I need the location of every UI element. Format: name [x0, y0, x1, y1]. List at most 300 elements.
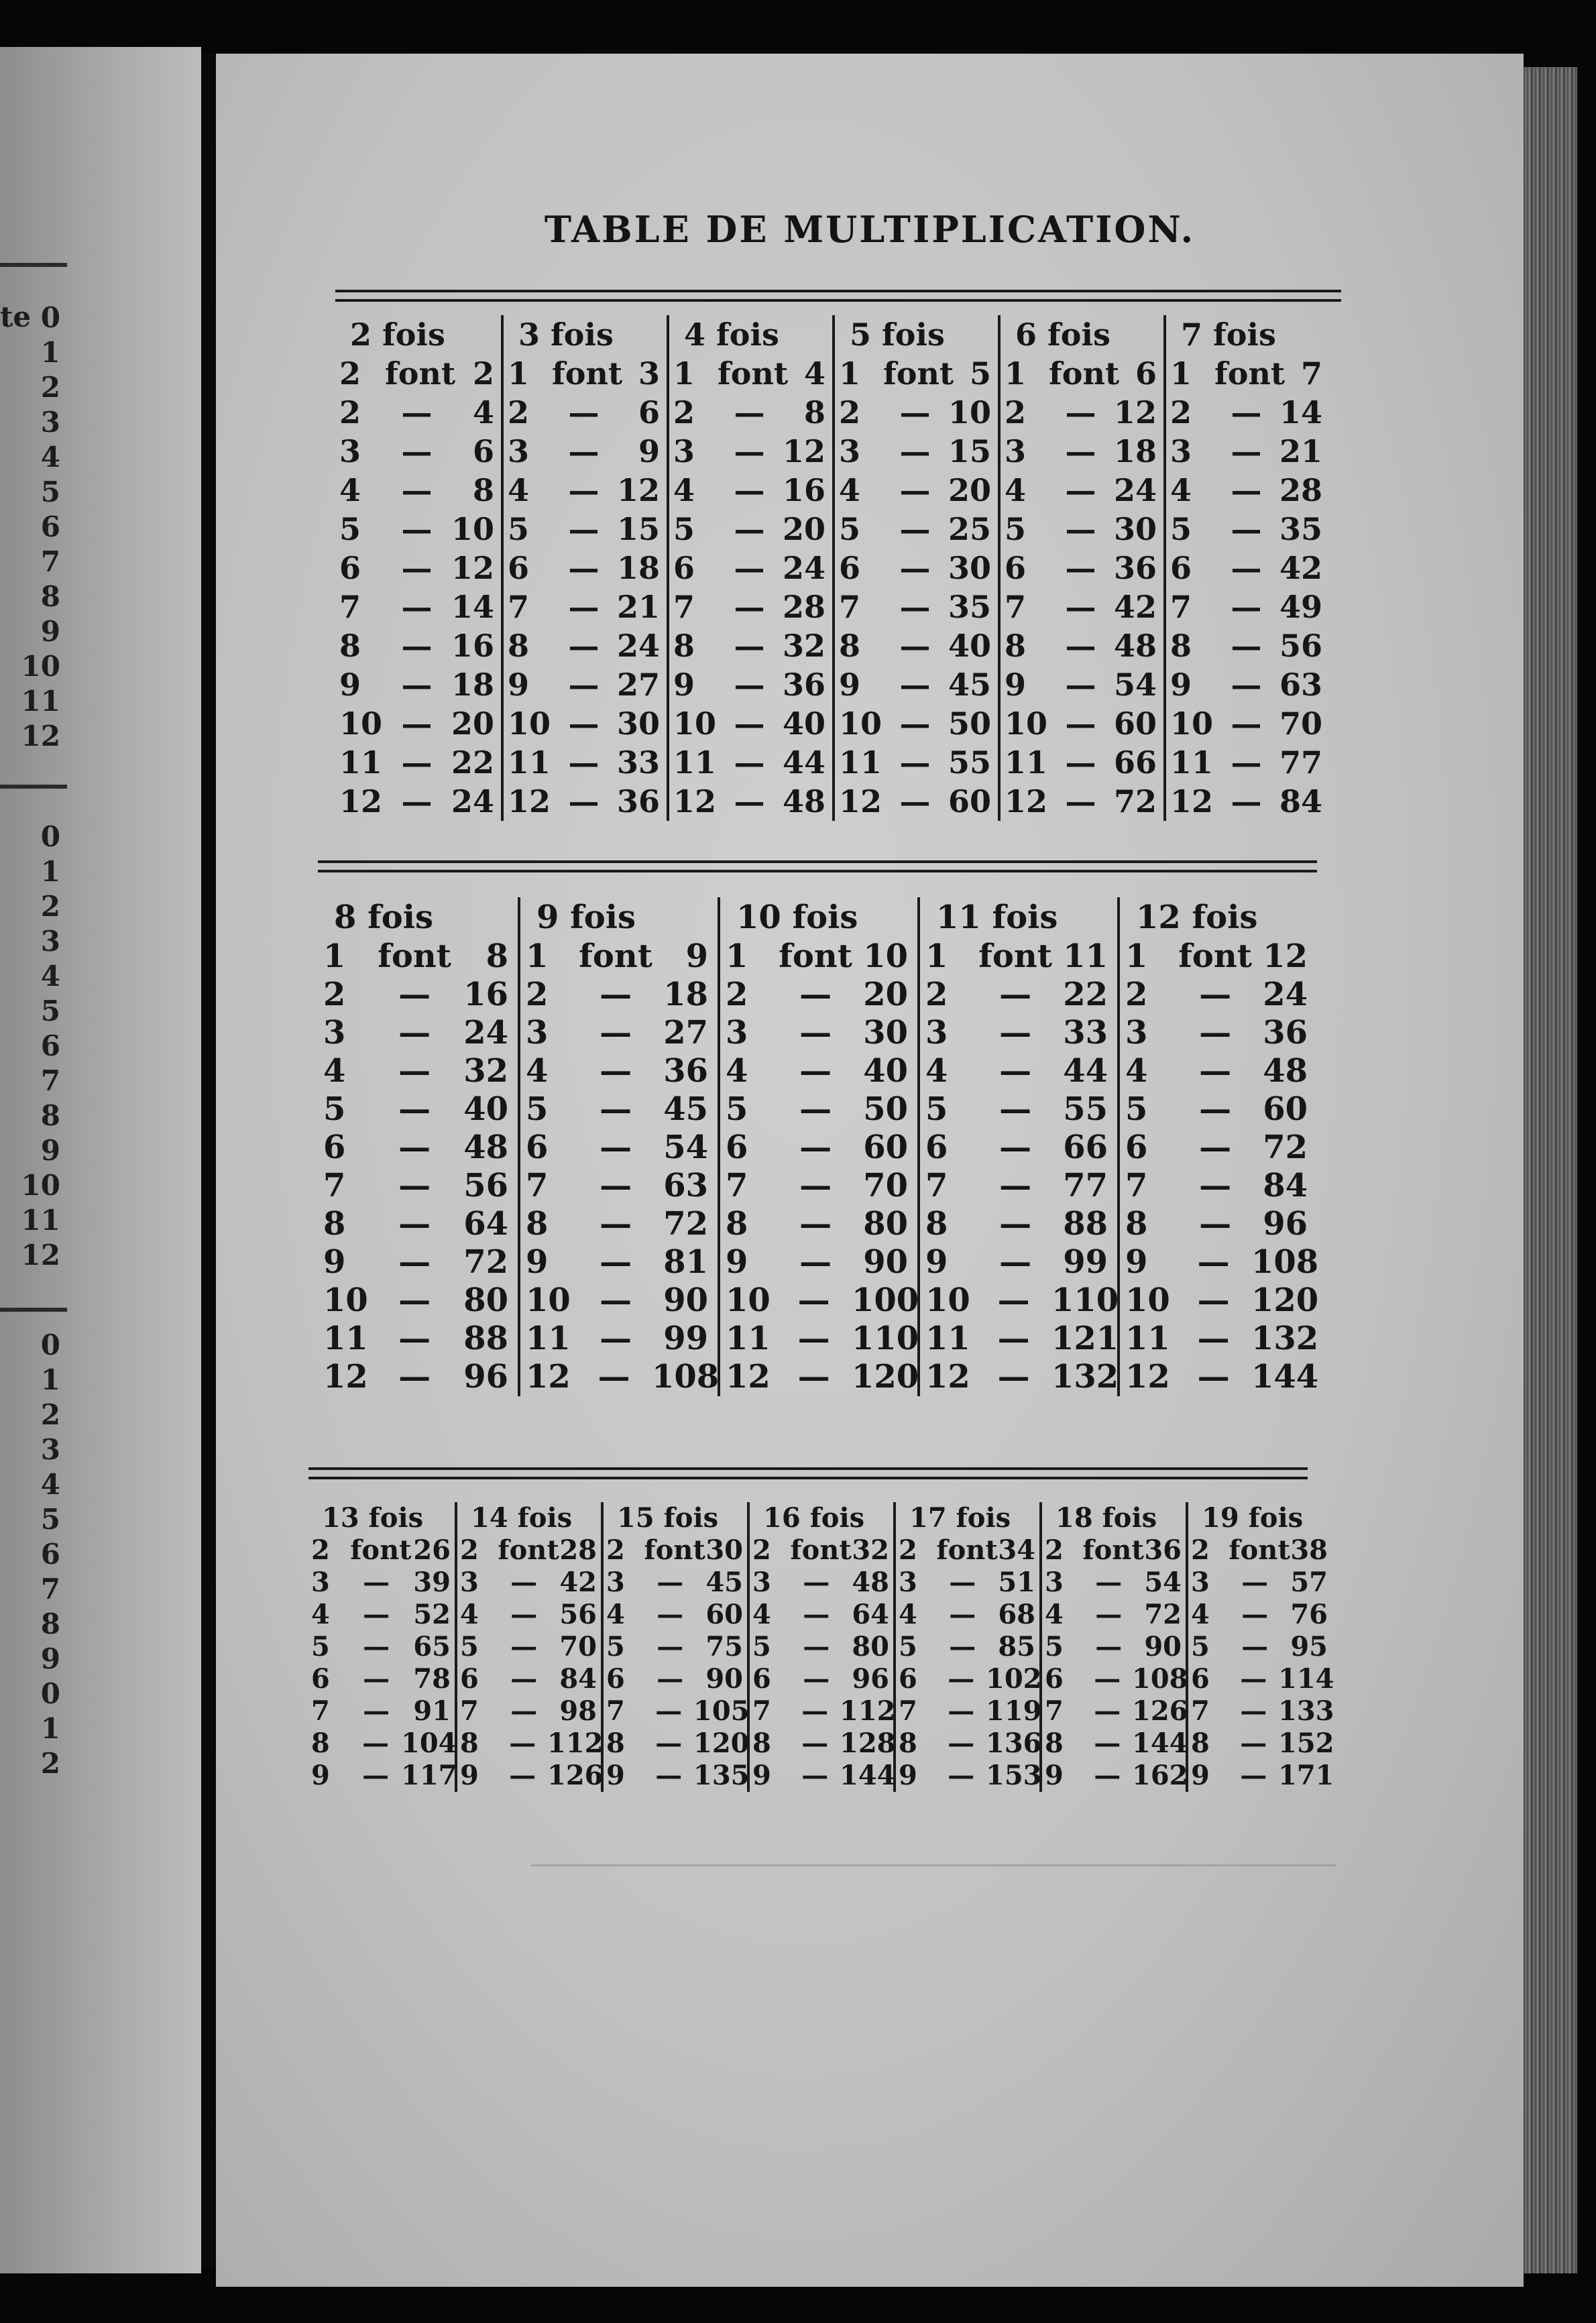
product: 30 — [616, 705, 660, 742]
product: 56 — [1279, 628, 1322, 664]
column-header: 10 fois — [736, 899, 858, 936]
separator: — — [398, 1243, 431, 1281]
multiplier: 5 — [311, 1631, 330, 1662]
table-column — [998, 315, 1163, 821]
table-row — [526, 1320, 708, 1358]
multiplier: 9 — [460, 1760, 479, 1791]
product: 80 — [863, 1205, 908, 1243]
multiplier: 1 — [1125, 938, 1148, 975]
separator: — — [949, 1567, 976, 1598]
left-page-number: 4 — [40, 960, 60, 993]
table-row — [1125, 976, 1308, 1014]
product: 32 — [782, 628, 825, 664]
multiplier: 9 — [1125, 1243, 1148, 1281]
table-row — [1125, 1167, 1308, 1205]
multiplier: 9 — [752, 1760, 771, 1791]
product: 4 — [473, 394, 495, 431]
separator: — — [1197, 1320, 1230, 1357]
separator: — — [799, 976, 832, 1013]
multiplier: 4 — [508, 472, 530, 508]
separator: — — [568, 472, 600, 508]
multiplier: 8 — [311, 1727, 330, 1759]
table-row — [726, 1090, 908, 1129]
multiplier: 1 — [673, 355, 695, 392]
product: 64 — [852, 1599, 889, 1630]
multiplier: 5 — [899, 1631, 917, 1662]
product: 72 — [1144, 1599, 1182, 1630]
separator: — — [1231, 472, 1262, 508]
separator: — — [398, 1167, 431, 1204]
multiplier: 5 — [1170, 511, 1192, 547]
product: 22 — [451, 744, 495, 781]
separator: — — [568, 783, 600, 819]
left-page-number: 6 — [40, 510, 60, 543]
multiplier: 7 — [1005, 589, 1027, 625]
product: 40 — [863, 1052, 908, 1090]
multiplier: 8 — [1125, 1205, 1148, 1243]
product: 32 — [463, 1052, 509, 1090]
multiplier: 9 — [726, 1243, 748, 1281]
separator: — — [899, 550, 931, 586]
separator: font — [1214, 355, 1286, 392]
product: 48 — [463, 1129, 509, 1166]
separator: — — [1065, 628, 1096, 664]
product: 45 — [663, 1090, 708, 1128]
separator: — — [948, 1760, 975, 1791]
product: 90 — [663, 1282, 708, 1319]
column-header: 8 fois — [334, 899, 434, 936]
multiplier: 8 — [606, 1727, 625, 1759]
separator: — — [401, 511, 433, 547]
table-row — [526, 1014, 708, 1052]
separator: — — [600, 976, 632, 1013]
product: 27 — [616, 667, 660, 703]
table-row — [839, 782, 991, 821]
left-page-number: 3 — [40, 925, 60, 958]
table-row — [925, 1052, 1108, 1090]
product: 57 — [1290, 1567, 1328, 1598]
table-row — [460, 1727, 604, 1760]
table-row — [460, 1760, 604, 1792]
multiplier: 6 — [1005, 550, 1027, 586]
table-row — [323, 1282, 508, 1320]
multiplier: 10 — [839, 705, 882, 742]
table-row — [1005, 743, 1157, 782]
product: 24 — [616, 628, 660, 664]
product: 132 — [1051, 1358, 1119, 1396]
multiplier: 12 — [508, 783, 551, 819]
table-row — [1170, 510, 1322, 549]
table-row — [1191, 1695, 1334, 1727]
table-row — [1191, 1534, 1328, 1567]
separator: — — [510, 1599, 538, 1630]
table-row — [839, 432, 991, 471]
separator: — — [510, 1695, 538, 1727]
product: 6 — [473, 433, 495, 469]
left-page-number: 2 — [40, 371, 60, 404]
separator: — — [999, 1243, 1032, 1281]
product: 126 — [1132, 1695, 1188, 1727]
product: 117 — [401, 1760, 457, 1791]
product: 171 — [1278, 1760, 1334, 1791]
separator: — — [398, 1282, 431, 1319]
table-row — [839, 704, 991, 743]
table-row — [460, 1663, 597, 1695]
multiplier: 9 — [1170, 667, 1192, 703]
table-row — [1005, 626, 1157, 665]
multiplier: 2 — [1191, 1534, 1210, 1566]
separator: — — [1199, 1167, 1232, 1204]
table-row — [726, 938, 908, 976]
number-column — [0, 300, 60, 754]
product: 84 — [1279, 783, 1322, 819]
table-row — [726, 1358, 919, 1396]
table-row — [673, 587, 825, 626]
product: 36 — [663, 1052, 708, 1090]
product: 72 — [463, 1243, 509, 1281]
multiplier: 1 — [726, 938, 748, 975]
product: 6 — [1135, 355, 1157, 392]
table-row — [606, 1599, 743, 1631]
product: 48 — [1263, 1052, 1308, 1090]
product: 90 — [863, 1243, 908, 1281]
left-page-number: 7 — [40, 1064, 60, 1097]
separator: — — [401, 394, 433, 431]
table-row — [1125, 1129, 1308, 1167]
separator: — — [398, 1320, 431, 1357]
table-row — [508, 510, 660, 549]
separator: — — [799, 1129, 832, 1166]
separator: — — [1241, 1599, 1269, 1630]
product: 18 — [451, 667, 495, 703]
table-row — [508, 626, 660, 665]
separator: — — [1231, 511, 1262, 547]
separator: — — [797, 1358, 830, 1396]
table-row — [526, 1358, 720, 1396]
separator: — — [363, 1695, 390, 1727]
product: 135 — [693, 1760, 750, 1791]
separator: — — [997, 1282, 1030, 1319]
separator: font — [779, 938, 852, 975]
product: 105 — [693, 1695, 750, 1727]
separator: — — [734, 472, 765, 508]
product: 108 — [652, 1358, 720, 1396]
table-row — [925, 976, 1108, 1014]
separator: — — [949, 1599, 976, 1630]
separator: — — [363, 1663, 390, 1695]
separator: — — [1094, 1695, 1121, 1727]
product: 12 — [782, 433, 825, 469]
separator: — — [734, 744, 765, 781]
left-page-number: 10 — [21, 650, 60, 683]
separator: — — [997, 1358, 1030, 1396]
multiplier: 10 — [925, 1282, 970, 1319]
separator: — — [734, 667, 765, 703]
table-row — [526, 1129, 708, 1167]
table-row — [1125, 1243, 1319, 1282]
multiplier: 8 — [925, 1205, 948, 1243]
separator: — — [568, 744, 600, 781]
rule-fragment — [0, 263, 67, 267]
separator: — — [899, 628, 931, 664]
product: 18 — [1113, 433, 1157, 469]
product: 144 — [840, 1760, 896, 1791]
separator: — — [600, 1282, 632, 1319]
multiplier: 8 — [339, 628, 361, 664]
multiplier: 8 — [1191, 1727, 1210, 1759]
multiplier: 3 — [339, 433, 361, 469]
table-row — [673, 471, 825, 510]
table-row — [1045, 1599, 1182, 1631]
product: 91 — [413, 1695, 451, 1727]
table-row — [606, 1727, 750, 1760]
multiplier: 2 — [1005, 394, 1027, 431]
multiplier: 6 — [1045, 1663, 1064, 1695]
separator: — — [398, 976, 431, 1013]
separator: — — [568, 550, 600, 586]
table-row — [339, 665, 494, 704]
table-row — [323, 1167, 508, 1205]
separator: — — [1199, 1090, 1232, 1128]
table-row — [899, 1695, 1042, 1727]
left-page-number: 12 — [21, 720, 60, 752]
table-row — [673, 432, 825, 471]
table-column — [1039, 1502, 1186, 1792]
multiplier: 10 — [726, 1282, 771, 1319]
table-row — [1191, 1727, 1334, 1760]
product: 60 — [863, 1129, 908, 1166]
table-row — [339, 626, 494, 665]
multiplier: 5 — [925, 1090, 948, 1128]
separator: — — [803, 1663, 830, 1695]
multiplier: 9 — [1191, 1760, 1210, 1791]
table-row — [311, 1695, 451, 1727]
multiplier: 7 — [752, 1695, 771, 1727]
separator: — — [1240, 1663, 1267, 1695]
left-page-number: 5 — [40, 995, 60, 1027]
left-page-number: 0 — [40, 1677, 60, 1710]
table-row — [673, 626, 825, 665]
product: 66 — [1063, 1129, 1108, 1166]
table-row — [526, 976, 708, 1014]
table-row — [1170, 549, 1322, 587]
multiplier: 2 — [1045, 1534, 1064, 1566]
table-row — [508, 782, 660, 821]
multiplier: 4 — [526, 1052, 549, 1090]
separator: — — [734, 705, 765, 742]
separator: — — [949, 1631, 976, 1662]
table-row — [311, 1663, 451, 1695]
product: 16 — [463, 976, 509, 1013]
table-column — [667, 315, 832, 821]
product: 88 — [463, 1320, 509, 1357]
multiplier: 4 — [726, 1052, 748, 1090]
product: 72 — [1113, 783, 1157, 819]
product: 81 — [663, 1243, 708, 1281]
table-row — [526, 1090, 708, 1129]
multiplier: 5 — [1005, 511, 1027, 547]
separator: — — [899, 511, 931, 547]
table-row — [508, 587, 660, 626]
multiplier: 12 — [1125, 1358, 1170, 1396]
multiplier: 5 — [606, 1631, 625, 1662]
separator: — — [797, 1320, 830, 1357]
product: 12 — [1113, 394, 1157, 431]
multiplier: 7 — [1191, 1695, 1210, 1727]
separator: font — [498, 1534, 559, 1566]
multiplier: 2 — [839, 394, 861, 431]
product: 44 — [782, 744, 825, 781]
table-row — [752, 1567, 889, 1599]
table-row — [1045, 1663, 1188, 1695]
separator: — — [600, 1320, 632, 1357]
column-header: 14 fois — [471, 1502, 573, 1534]
table-row — [508, 432, 660, 471]
separator: — — [999, 1014, 1032, 1052]
product: 72 — [663, 1205, 708, 1243]
product: 36 — [1113, 550, 1157, 586]
table-row — [1125, 1320, 1319, 1358]
separator: font — [1082, 1534, 1144, 1566]
table-row — [323, 1014, 508, 1052]
multiplier: 6 — [460, 1663, 479, 1695]
separator: font — [883, 355, 954, 392]
multiplier: 4 — [1005, 472, 1027, 508]
left-page-number: 7 — [40, 1573, 60, 1605]
multiplier: 8 — [526, 1205, 549, 1243]
table-row — [1125, 938, 1308, 976]
product: 50 — [948, 705, 991, 742]
product: 42 — [1279, 550, 1322, 586]
multiplier: 3 — [1125, 1014, 1148, 1052]
double-rule — [335, 290, 1341, 302]
table-row — [323, 1358, 508, 1396]
multiplier: 10 — [339, 705, 383, 742]
multiplier: 5 — [526, 1090, 549, 1128]
table-row — [1125, 1090, 1308, 1129]
table-row — [752, 1695, 896, 1727]
multiplier: 3 — [673, 433, 695, 469]
separator: — — [997, 1320, 1030, 1357]
multiplier: 4 — [1170, 472, 1192, 508]
product: 51 — [998, 1567, 1035, 1598]
table-row — [925, 1167, 1108, 1205]
table-row — [726, 1052, 908, 1090]
multiplier: 7 — [1045, 1695, 1064, 1727]
product: 95 — [1290, 1631, 1328, 1662]
multiplier: 4 — [1045, 1599, 1064, 1630]
table-row — [1005, 471, 1157, 510]
product: 120 — [852, 1358, 919, 1396]
separator: — — [398, 1358, 431, 1396]
product: 15 — [948, 433, 991, 469]
table-row — [1170, 432, 1322, 471]
separator: — — [1231, 394, 1262, 431]
separator: — — [1065, 550, 1096, 586]
separator: — — [401, 550, 433, 586]
product: 7 — [1300, 355, 1322, 392]
separator: — — [1199, 976, 1232, 1013]
separator: — — [1065, 589, 1096, 625]
multiplier: 2 — [726, 976, 748, 1013]
left-page-number: 2 — [40, 890, 60, 923]
product: 8 — [486, 938, 509, 975]
table-row — [899, 1760, 1042, 1792]
product: 20 — [948, 472, 991, 508]
separator: — — [1065, 394, 1096, 431]
multiplication-block-8-to-12 — [318, 897, 1317, 1396]
multiplier: 3 — [526, 1014, 549, 1052]
multiplier: 5 — [1045, 1631, 1064, 1662]
multiplier: 11 — [839, 744, 882, 781]
separator: — — [657, 1663, 684, 1695]
book-page — [216, 54, 1524, 2287]
separator: — — [803, 1631, 830, 1662]
multiplier: 1 — [1170, 355, 1192, 392]
table-column — [318, 897, 518, 1396]
table-row — [606, 1631, 743, 1663]
left-page-number: 6 — [40, 1029, 60, 1062]
table-row — [323, 1129, 508, 1167]
multiplier: 3 — [752, 1567, 771, 1598]
table-row — [1005, 587, 1157, 626]
separator: — — [1199, 1014, 1232, 1052]
product: 65 — [413, 1631, 451, 1662]
product: 8 — [803, 394, 825, 431]
multiplier: 8 — [323, 1205, 346, 1243]
multiplier: 11 — [1005, 744, 1048, 781]
table-column — [308, 1502, 455, 1792]
table-row — [311, 1567, 451, 1599]
table-row — [1191, 1663, 1334, 1695]
table-row — [1005, 704, 1157, 743]
table-row — [339, 782, 494, 821]
multiplier: 1 — [839, 355, 861, 392]
multiplier: 12 — [339, 783, 383, 819]
multiplier: 3 — [925, 1014, 948, 1052]
product: 28 — [559, 1534, 597, 1566]
separator: — — [1199, 1205, 1232, 1243]
separator: — — [899, 705, 931, 742]
separator: — — [657, 1567, 684, 1598]
separator: — — [799, 1205, 832, 1243]
separator: — — [363, 1631, 390, 1662]
product: 22 — [1063, 976, 1108, 1013]
multiplier: 5 — [673, 511, 695, 547]
product: 102 — [986, 1663, 1042, 1695]
table-row — [606, 1567, 743, 1599]
multiplier: 2 — [925, 976, 948, 1013]
double-rule — [308, 1467, 1308, 1479]
separator: — — [362, 1760, 390, 1791]
table-row — [1005, 549, 1157, 587]
multiplier: 3 — [606, 1567, 625, 1598]
multiplier: 5 — [323, 1090, 346, 1128]
left-page-number: 7 — [40, 545, 60, 578]
table-row — [339, 471, 494, 510]
multiplier: 5 — [1191, 1631, 1210, 1662]
multiplier: 12 — [726, 1358, 771, 1396]
table-row — [726, 1243, 908, 1282]
separator: — — [1094, 1663, 1121, 1695]
product: 63 — [663, 1167, 708, 1204]
column-header: 13 fois — [322, 1502, 424, 1534]
table-row — [925, 1014, 1108, 1052]
separator: — — [1199, 1129, 1232, 1166]
separator: font — [978, 938, 1052, 975]
table-row — [726, 976, 908, 1014]
left-page-number: 9 — [40, 615, 60, 648]
